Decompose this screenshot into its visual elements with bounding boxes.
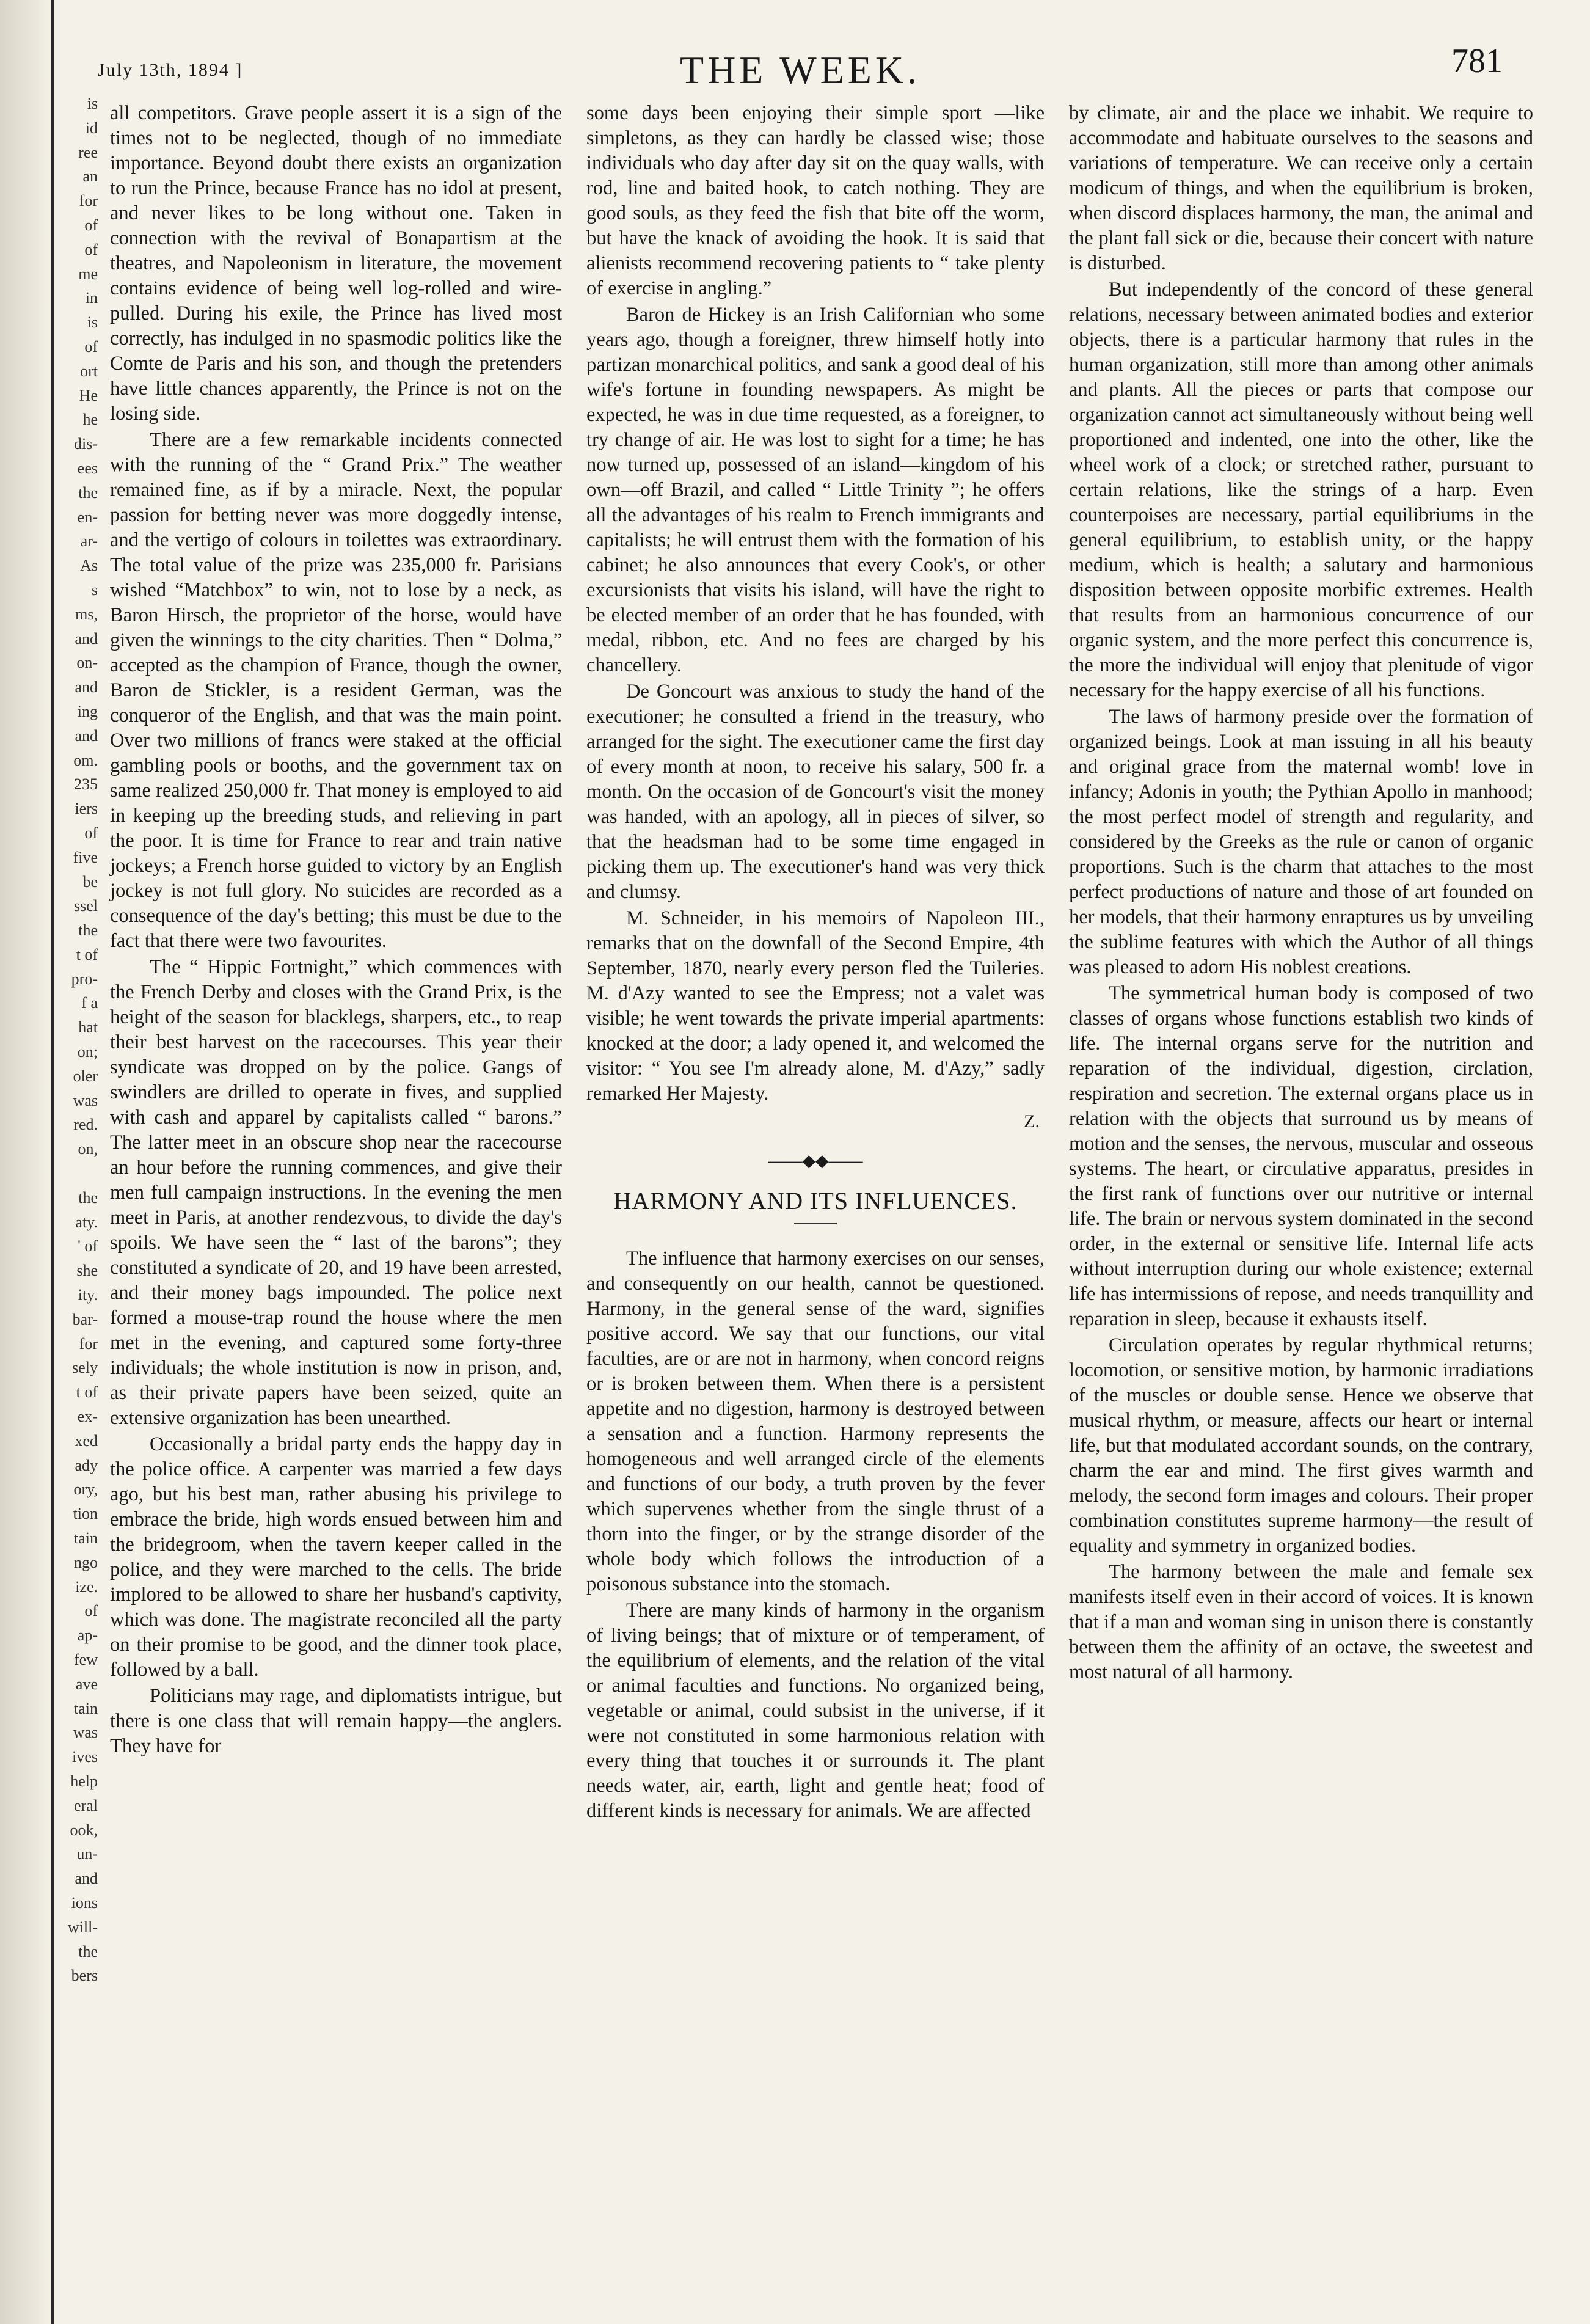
- column-3: [1069, 101, 1533, 1686]
- journal-title: THE WEEK.: [679, 48, 921, 92]
- article-signature: Z.: [1024, 1111, 1040, 1131]
- paragraph: some days been enjoying their simple sport —like simpletons, as they can hardly be classed wise; those individuals who day after day sit on the quay walls, with rod, line and baited hook, to catch nothing. They are good souls, as they feed the fish that bite off the worm, but have the knack of avoiding the hook. It is said that alienists recommend recovering patients to “ take plenty of exercise in angling.”: [586, 102, 1045, 299]
- paragraph: There are a few remarkable incidents connected with the running of the “ Grand Prix.” The weather remained fine, as if by a miracle. Next, the popular passion for betting never was more doggedly intense, and the vertigo of colours in toilettes was extraordinary. The total value of the prize was 235,000 fr. Parisians wished “Matchbox” to win, not to lose by a neck, as Baron Hirsch, the proprietor of the horse, would have given the winnings to the city charities. Then “ Dolma,” accepted as the champion of France, though the owner, Baron de Stickler, is a resident German, was the conqueror of the English, and that was the main point. Over two millions of francs were staked at the official gambling pools or booths, and the government tax on same realized 250,000 fr. That money is employed to aid in keeping up the breeding studs, and relieving in part the poor. It is time for France to rear and train native jockeys; a French horse guided to victory by an English jockey is not full glory. No suicides are recorded as a consequence of the day's betting; this must be due to the fact that there were two favourites.: [110, 429, 562, 952]
- section-divider-ornament: ——◆◆——: [768, 1152, 863, 1171]
- paragraph: The “ Hippic Fortnight,” which commences with the French Derby and closes with the Grand Prix, is the height of the season for blacklegs, sharpers, etc., to reap their best harvest on the racecourses. This year their syndicate was dropped on by the police. Gangs of swindlers are drilled to operate in fives, and supplied with cash and apparel by capitalists called “ barons.” The latter meet in an obscure shop near the racecourse an hour before the running commences, and give their men full campaign instructions. In the evening the men meet in Paris, at another rendezvous, to divide the day's spoils. We have seen the “ last of the barons”; they constituted a syndicate of 20, and 19 have been arrested, and their money bags impounded. The police next formed a mouse-trap round the house where the men met in the evening, and captured some forty-three individuals; the whole institution is now in prison, and, as their private papers have been seized, quite an extensive organization has been unearthed.: [110, 956, 562, 1429]
- page-header: [98, 37, 1503, 92]
- binding-fold: [51, 0, 54, 2324]
- adjacent-page-fragments: is id ree an for of of me in is of ort He he dis- ees the en- ar- As s ms, and on- and ing and om. 235 iers of five be ssel the t of pro- f a hat on; oler was red. on, the aty. ' of she ity. bar- for sely t of ex- xed ady ory, tion tain ngo ize. of ap- few ave tain was ives help eral ook, un- and ions will- the bers: [67, 95, 98, 1985]
- paragraph: The influence that harmony exercises on our senses, and consequently on our health, cannot be questioned. Harmony, in the general sense of the ward, signifies positive accord. We say that our functions, our vital faculties, are or are not in harmony, when concord reigns or is broken between them. When there is a persistent appetite and no digestion, harmony is destroyed between a sensation and a function. Harmony represents the homogeneous and well arranged circle of the elements and functions of our body, a truth proven by the fever which supervenes whether from the single thrust of a thorn into the finger, or by the strange disorder of the whole body which follows the introduction of a poisonous substance into the stomach.: [586, 1248, 1045, 1595]
- paragraph: De Goncourt was anxious to study the hand of the executioner; he consulted a friend in the treasury, who arranged for the sight. The executioner came the first day of every month at noon, to receive his salary, 500 fr. a month. On the occasion of de Goncourt's visit the money was handed, with an apology, all in pieces of silver, so that the headsman had to be some time engaged in picking them up. The executioner's hand was very thick and clumsy.: [586, 681, 1045, 903]
- paragraph: The symmetrical human body is composed of two classes of organs whose functions establish two kinds of life. The internal organs serve for the nutrition and reparation of the individual, digestion, circlation, respiration and secretion. The external organs place us in relation with the objects that surround us by means of motion and the senses, the nervous, muscular and osseous systems. The heart, or circulative apparatus, presides in the first rank of functions over our nutritive or internal life. The brain or nervous system dominated in the second order, in the external or sensitive life. Internal life acts without interruption during our whole existence; external life has intermissions of repose, and needs tranquillity and reparation in sleep, because it exhausts itself.: [1069, 982, 1533, 1330]
- issue-date: July 13th, 1894 ]: [98, 60, 243, 80]
- paragraph: Politicians may rage, and diplomatists intrigue, but there is one class that will remain happy—the anglers. They have for: [110, 1685, 562, 1757]
- column-2: [586, 101, 1045, 1825]
- paragraph: all competitors. Grave people assert it is a sign of the times not to be neglected, though of no immediate importance. Beyond doubt there exists an organization to run the Prince, because France has no idol at present, and never likes to be long without one. Taken in connection with the revival of Bonapartism at the theatres, and Napoleonism in literature, the movement contains evidence of being well log-rolled and wire-pulled. During his exile, the Prince has lived most correctly, has indulged in no spasmodic politics like the Comte de Paris and his son, and though the pretenders have little chances apparently, the Prince is not on the losing side.: [110, 102, 562, 425]
- page-gutter: [0, 0, 51, 2324]
- paragraph: There are many kinds of harmony in the organism of living beings; that of mixture or of temperament, of the equilibrium of elements, and the relation of the vital or animal faculties and functions. No organized being, vegetable or animal, could subsist in the universe, if it were not constituted in some harmonious relation with every thing that touches it or surrounds it. The plant needs water, air, earth, light and gentle heat; food of different kinds is necessary for animals. We are affected: [586, 1599, 1045, 1822]
- paragraph: Circulation operates by regular rhythmical returns; locomotion, or sensitive motion, by harmonic irradiations of the muscles or double sense. Hence we observe that musical rhythm, or measure, affects our heart or internal life, but that modulated accordant sounds, on the contrary, charm the ear and mind. The first gives warmth and melody, the second form images and colours. Their proper combination constitutes supreme harmony—the result of equality and symmetry in organized bodies.: [1069, 1334, 1533, 1557]
- column-1: [110, 101, 562, 1760]
- paragraph: The laws of harmony preside over the formation of organized beings. Look at man issuing in all his beauty and original grace from the maternal womb! love in infancy; Adonis in youth; the Pythian Apollo in manhood; the most perfect model of strength and regularity, and considered by the Greeks as the rule or canon of organic proportions. Such is the charm that attaches to the most perfect productions of nature and those of art founded on her models, that their harmony enraptures us by unveiling the sublime features with which the Author of all things was pleased to adorn His noblest creations.: [1069, 706, 1533, 978]
- paragraph: Occasionally a bridal party ends the happy day in the police office. A carpenter was married a few days ago, but his best man, rather abusing his privilege to embrace the bride, high words ensued between him and the bridegroom, when the tavern keeper called in the police, and they were marched to the cells. The bride implored to be allowed to share her husband's captivity, which was done. The magistrate reconciled all the party on their promise to be good, and the dinner took place, followed by a ball.: [110, 1433, 562, 1681]
- paragraph: But independently of the concord of these general relations, necessary between animated bodies and exterior objects, there is a particular harmony that rules in the human organization, still more than among other animals and plants. All the pieces or parts that compose our organization cannot act simultaneously without being well proportioned and indented, one into the other, like the wheel work of a clock; or stretched rather, pursuant to certain relations, like the strings of a harp. Even counterpoises are necessary, partial equilibriums in the general equilibrium, to establish unity, or the happy medium, which is health; a salutary and harmonious disposition between opposite morbific extremes. Health that results from an harmonious concurrence of our organic system, and the more perfect this concurrence is, the more the individual will enjoy that plenitude of vigor necessary for the happy exercise of all his functions.: [1069, 279, 1533, 701]
- section-title: HARMONY AND ITS INFLUENCES.: [613, 1187, 1018, 1215]
- paragraph: M. Schneider, in his memoirs of Napoleon III., remarks that on the downfall of the Second Empire, 4th September, 1870, nearly every person fled the Tuileries. M. d'Azy wanted to see the Empress; not a valet was visible; he went towards the private imperial apartments: knocked at the door; a lady opened it, and welcomed the visitor: “ You see I'm already alone, M. d'Azy,” sadly remarked Her Majesty.: [586, 907, 1045, 1105]
- title-rule: [794, 1223, 837, 1224]
- paragraph: by climate, air and the place we inhabit. We require to accommodate and habituate ourselves to the seasons and variations of temperature. We can receive only a certain modicum of things, and when the equilibrium is broken, when discord displaces harmony, the man, the animal and the plant fall sick or die, because their concert with nature is disturbed.: [1069, 102, 1533, 274]
- page-number: 781: [1451, 42, 1503, 80]
- paragraph: Baron de Hickey is an Irish Californian who some years ago, though a foreigner, threw himself hotly into partizan monarchical politics, and sank a good deal of his wife's fortune in founding newspapers. As might be expected, he was in due time requested, as a foreigner, to try change of air. He was lost to sight for a time; he has now turned up, possessed of an island—kingdom of his own—off Brazil, and called “ Little Trinity ”; he offers all the advantages of his realm to French immigrants and capitalists; he will entrust them with the formation of his cabinet; he also announces that every Cook's, or other excursionists that visits his island, will have the right to be elected member of an order that he has founded, with medal, ribbon, etc. And no fees are charged by his chancellery.: [586, 304, 1045, 676]
- paragraph: The harmony between the male and female sex manifests itself even in their accord of voices. It is known that if a man and woman sing in unison there is constantly between them the affinity of an octave, the sweetest and most natural of all harmony.: [1069, 1561, 1533, 1683]
